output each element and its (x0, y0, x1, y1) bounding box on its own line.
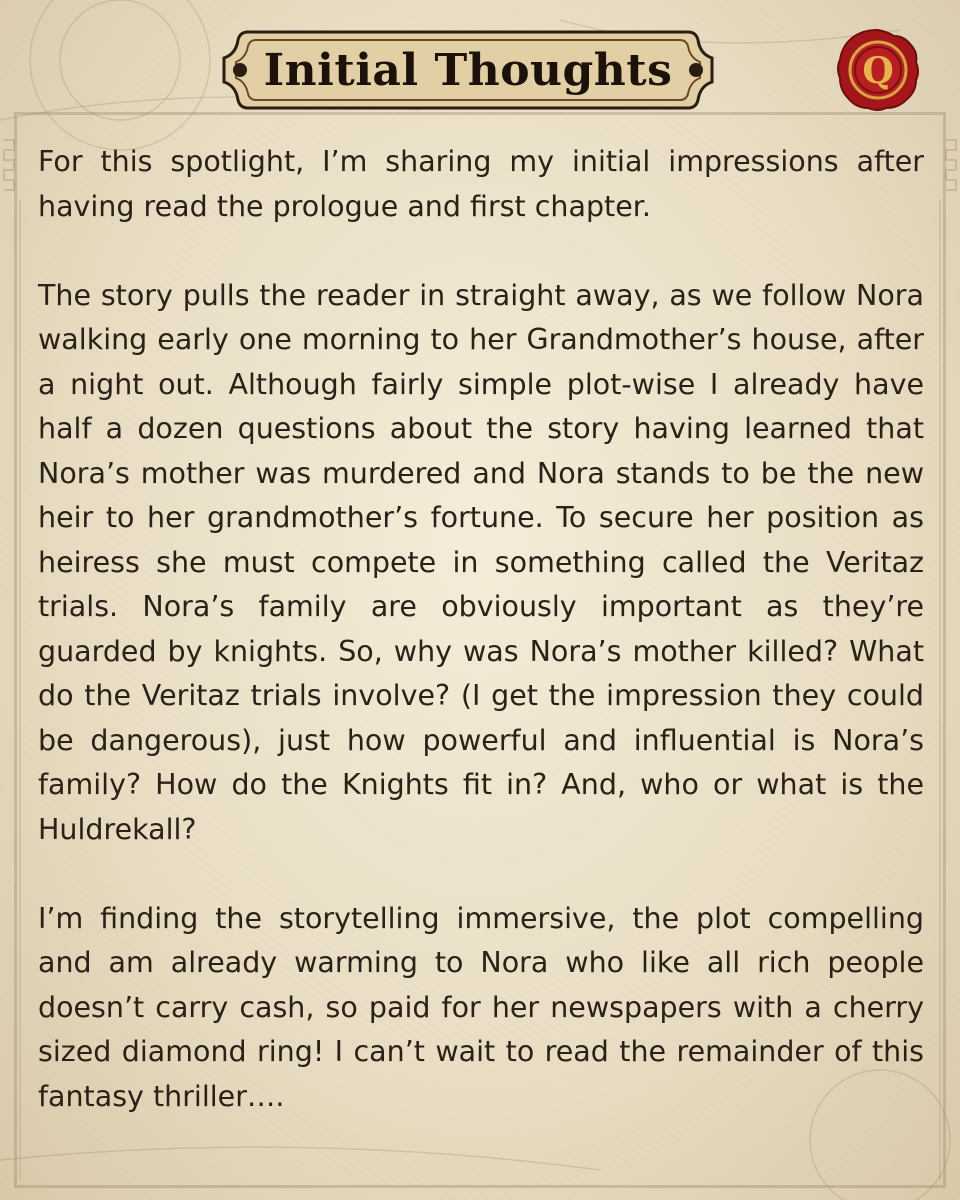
title-banner (218, 24, 718, 116)
paragraph-story: The story pulls the reader in straight away, as we follow Nora walking early one morning to her Grandmother’s house, after a night out. Although fairly simple plot-wise I already have half a dozen questions about the story having learned that Nora’s mother was murdered and Nora stands to be the new heir to her grandmother’s fortune. To secure her position as heiress she must compete in something called the Veritaz trials. Nora’s family are obviously important as they’re guarded by knights. So, why was Nora’s mother killed? What do the Veritaz trials involve? (I get the impression they could be dangerous), just how powerful and influential is Nora’s family? How do the Knights fit in? And, who or what is the Huldrekall? (38, 278, 924, 846)
page-title: Initial Thoughts (263, 44, 673, 96)
wax-seal-logo (836, 28, 920, 112)
paragraph-conclusion: I’m finding the storytelling immersive, the plot compelling and am already warming to Nora who like all rich people doesn’t carry cash, so paid for her newspapers with a cherry sized diamond ring! I can’t wait to read the remainder of this fantasy thriller…. (38, 901, 924, 1113)
article-body (38, 140, 924, 1164)
seal-letter: Q (862, 50, 894, 92)
paragraph-intro: For this spotlight, I’m sharing my initial impressions after having read the prologue and first chapter. (38, 145, 924, 223)
